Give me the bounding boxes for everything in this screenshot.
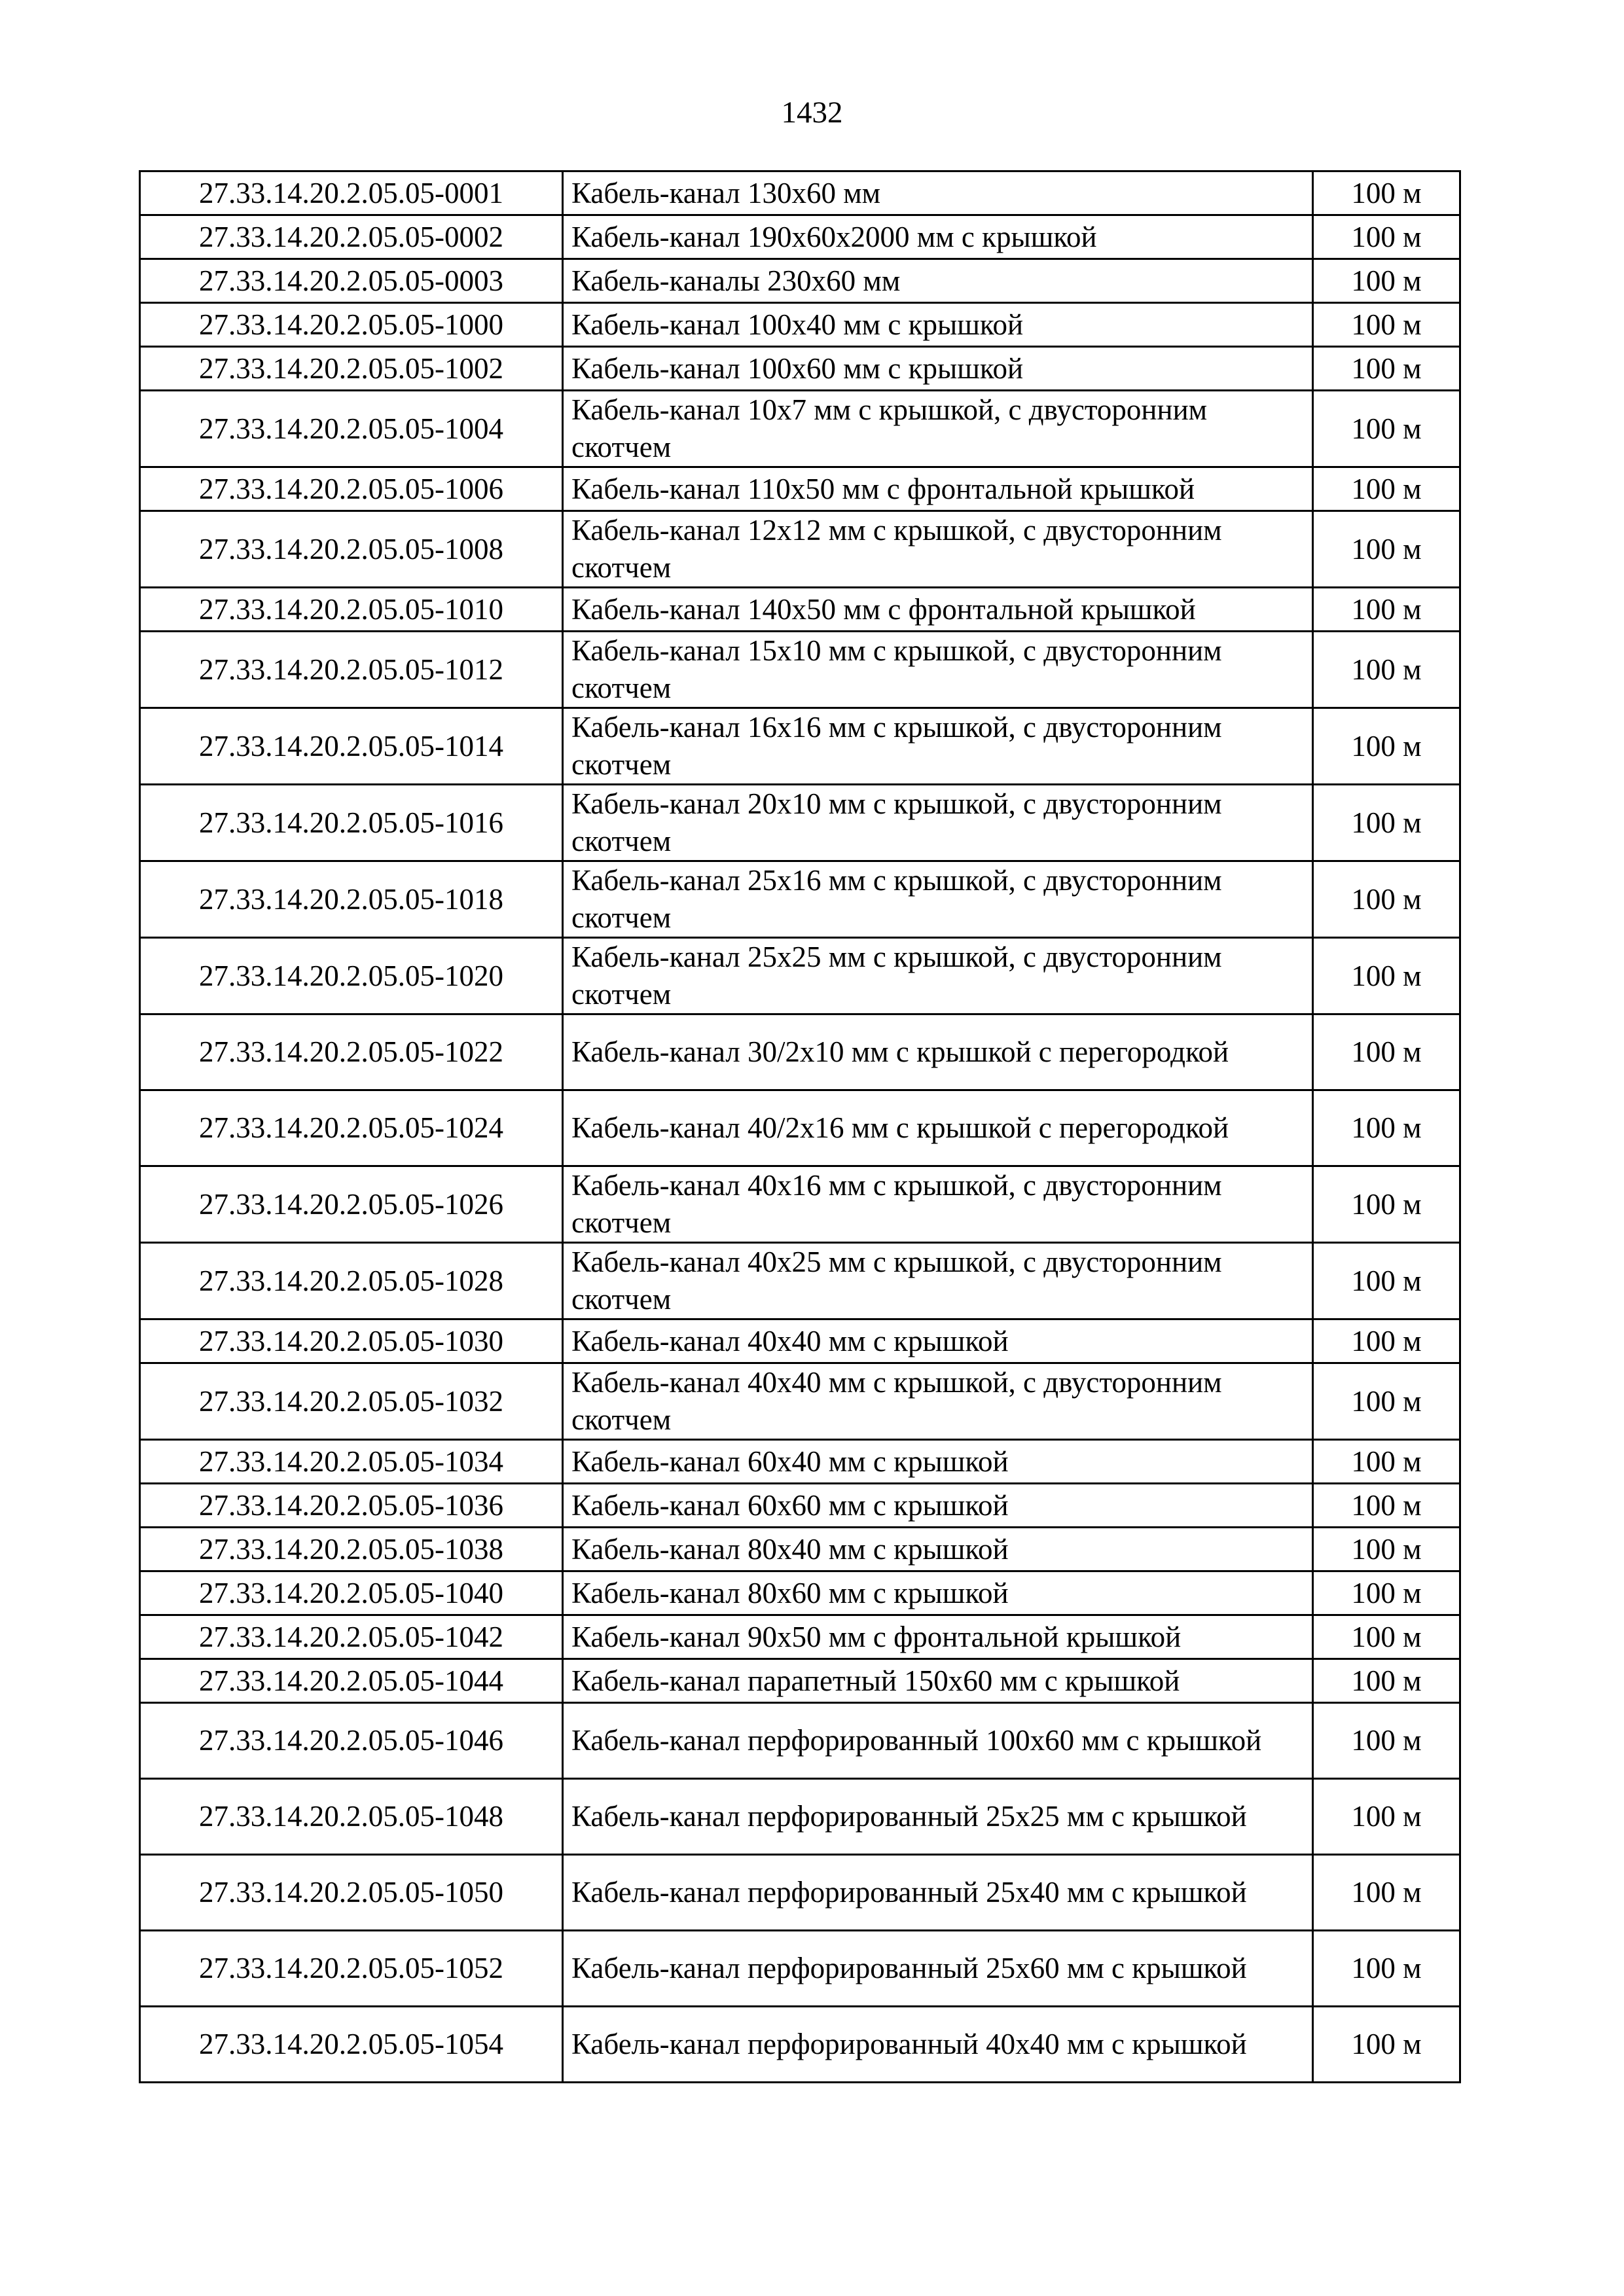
- unit-cell: 100 м: [1313, 785, 1460, 861]
- unit-cell: 100 м: [1313, 1703, 1460, 1779]
- resource-table: [139, 170, 1461, 2083]
- name-cell: Кабель-канал 40х16 мм с крышкой, с двусторонним скотчем: [563, 1166, 1313, 1243]
- code-cell: 27.33.14.20.2.05.05-1004: [140, 391, 563, 467]
- code-cell: 27.33.14.20.2.05.05-0003: [140, 259, 563, 303]
- unit-cell: 100 м: [1313, 1571, 1460, 1615]
- table-row: [140, 1440, 1460, 1484]
- name-cell: Кабель-канал 16х16 мм с крышкой, с двусторонним скотчем: [563, 708, 1313, 785]
- name-cell: Кабель-канал 40/2х16 мм с крышкой с перегородкой: [563, 1090, 1313, 1166]
- unit-cell: 100 м: [1313, 171, 1460, 215]
- name-cell: Кабель-канал 30/2х10 мм с крышкой с перегородкой: [563, 1014, 1313, 1090]
- table-row: [140, 938, 1460, 1014]
- code-cell: 27.33.14.20.2.05.05-1012: [140, 632, 563, 708]
- unit-cell: 100 м: [1313, 1319, 1460, 1363]
- unit-cell: 100 м: [1313, 588, 1460, 632]
- code-cell: 27.33.14.20.2.05.05-1034: [140, 1440, 563, 1484]
- name-cell: Кабель-канал 100х40 мм с крышкой: [563, 303, 1313, 347]
- unit-cell: 100 м: [1313, 1931, 1460, 2007]
- name-cell: Кабель-канал перфорированный 25х40 мм с крышкой: [563, 1855, 1313, 1931]
- name-cell: Кабель-канал 15х10 мм с крышкой, с двусторонним скотчем: [563, 632, 1313, 708]
- code-cell: 27.33.14.20.2.05.05-1014: [140, 708, 563, 785]
- code-cell: 27.33.14.20.2.05.05-1022: [140, 1014, 563, 1090]
- table-row: [140, 1528, 1460, 1571]
- unit-cell: 100 м: [1313, 1615, 1460, 1659]
- code-cell: 27.33.14.20.2.05.05-1044: [140, 1659, 563, 1703]
- code-cell: 27.33.14.20.2.05.05-1036: [140, 1484, 563, 1528]
- code-cell: 27.33.14.20.2.05.05-0001: [140, 171, 563, 215]
- unit-cell: 100 м: [1313, 1243, 1460, 1319]
- table-row: [140, 303, 1460, 347]
- unit-cell: 100 м: [1313, 1166, 1460, 1243]
- code-cell: 27.33.14.20.2.05.05-1050: [140, 1855, 563, 1931]
- unit-cell: 100 м: [1313, 1779, 1460, 1855]
- code-cell: 27.33.14.20.2.05.05-1052: [140, 1931, 563, 2007]
- table-row: [140, 2007, 1460, 2083]
- unit-cell: 100 м: [1313, 391, 1460, 467]
- table-row: [140, 785, 1460, 861]
- unit-cell: 100 м: [1313, 1440, 1460, 1484]
- name-cell: Кабель-канал 190х60х2000 мм с крышкой: [563, 215, 1313, 259]
- table-row: [140, 1571, 1460, 1615]
- code-cell: 27.33.14.20.2.05.05-1020: [140, 938, 563, 1014]
- table-row: [140, 1855, 1460, 1931]
- page-number: 1432: [781, 96, 843, 130]
- name-cell: Кабель-канал 110х50 мм с фронтальной крышкой: [563, 467, 1313, 511]
- table-row: [140, 259, 1460, 303]
- unit-cell: 100 м: [1313, 259, 1460, 303]
- table-row: [140, 1779, 1460, 1855]
- table-row: [140, 1014, 1460, 1090]
- name-cell: Кабель-канал перфорированный 40х40 мм с крышкой: [563, 2007, 1313, 2083]
- name-cell: Кабель-канал 60х60 мм с крышкой: [563, 1484, 1313, 1528]
- name-cell: Кабель-канал 60х40 мм с крышкой: [563, 1440, 1313, 1484]
- code-cell: 27.33.14.20.2.05.05-1030: [140, 1319, 563, 1363]
- table-row: [140, 467, 1460, 511]
- name-cell: Кабель-канал 40х40 мм с крышкой, с двусторонним скотчем: [563, 1363, 1313, 1440]
- name-cell: Кабель-каналы 230х60 мм: [563, 259, 1313, 303]
- code-cell: 27.33.14.20.2.05.05-1054: [140, 2007, 563, 2083]
- code-cell: 27.33.14.20.2.05.05-1018: [140, 861, 563, 938]
- name-cell: Кабель-канал 12х12 мм с крышкой, с двусторонним скотчем: [563, 511, 1313, 588]
- code-cell: 27.33.14.20.2.05.05-1006: [140, 467, 563, 511]
- unit-cell: 100 м: [1313, 215, 1460, 259]
- code-cell: 27.33.14.20.2.05.05-1028: [140, 1243, 563, 1319]
- unit-cell: 100 м: [1313, 632, 1460, 708]
- name-cell: Кабель-канал 10х7 мм с крышкой, с двусторонним скотчем: [563, 391, 1313, 467]
- code-cell: 27.33.14.20.2.05.05-0002: [140, 215, 563, 259]
- name-cell: Кабель-канал 80х60 мм с крышкой: [563, 1571, 1313, 1615]
- name-cell: Кабель-канал 20х10 мм с крышкой, с двусторонним скотчем: [563, 785, 1313, 861]
- name-cell: Кабель-канал 140х50 мм с фронтальной крышкой: [563, 588, 1313, 632]
- table-row: [140, 1703, 1460, 1779]
- unit-cell: 100 м: [1313, 861, 1460, 938]
- unit-cell: 100 м: [1313, 511, 1460, 588]
- unit-cell: 100 м: [1313, 708, 1460, 785]
- code-cell: 27.33.14.20.2.05.05-1042: [140, 1615, 563, 1659]
- name-cell: Кабель-канал 25х25 мм с крышкой, с двусторонним скотчем: [563, 938, 1313, 1014]
- unit-cell: 100 м: [1313, 1014, 1460, 1090]
- code-cell: 27.33.14.20.2.05.05-1032: [140, 1363, 563, 1440]
- unit-cell: 100 м: [1313, 347, 1460, 391]
- unit-cell: 100 м: [1313, 938, 1460, 1014]
- table-row: [140, 632, 1460, 708]
- code-cell: 27.33.14.20.2.05.05-1046: [140, 1703, 563, 1779]
- table-row: [140, 1484, 1460, 1528]
- code-cell: 27.33.14.20.2.05.05-1016: [140, 785, 563, 861]
- unit-cell: 100 м: [1313, 2007, 1460, 2083]
- table-row: [140, 1659, 1460, 1703]
- table-row: [140, 861, 1460, 938]
- code-cell: 27.33.14.20.2.05.05-1048: [140, 1779, 563, 1855]
- name-cell: Кабель-канал 40х40 мм с крышкой: [563, 1319, 1313, 1363]
- table-row: [140, 1363, 1460, 1440]
- table-row: [140, 171, 1460, 215]
- table-row: [140, 391, 1460, 467]
- code-cell: 27.33.14.20.2.05.05-1000: [140, 303, 563, 347]
- unit-cell: 100 м: [1313, 1363, 1460, 1440]
- unit-cell: 100 м: [1313, 1855, 1460, 1931]
- name-cell: Кабель-канал 130х60 мм: [563, 171, 1313, 215]
- table-row: [140, 588, 1460, 632]
- unit-cell: 100 м: [1313, 1659, 1460, 1703]
- name-cell: Кабель-канал перфорированный 25х25 мм с крышкой: [563, 1779, 1313, 1855]
- name-cell: Кабель-канал перфорированный 25х60 мм с крышкой: [563, 1931, 1313, 2007]
- name-cell: Кабель-канал 90х50 мм с фронтальной крышкой: [563, 1615, 1313, 1659]
- table-row: [140, 511, 1460, 588]
- table-row: [140, 1931, 1460, 2007]
- table-row: [140, 1166, 1460, 1243]
- name-cell: Кабель-канал парапетный 150х60 мм с крышкой: [563, 1659, 1313, 1703]
- table-body: [140, 171, 1460, 2083]
- table-row: [140, 1615, 1460, 1659]
- table-row: [140, 708, 1460, 785]
- unit-cell: 100 м: [1313, 1484, 1460, 1528]
- code-cell: 27.33.14.20.2.05.05-1026: [140, 1166, 563, 1243]
- code-cell: 27.33.14.20.2.05.05-1002: [140, 347, 563, 391]
- table-row: [140, 215, 1460, 259]
- name-cell: Кабель-канал 80х40 мм с крышкой: [563, 1528, 1313, 1571]
- table-row: [140, 1319, 1460, 1363]
- code-cell: 27.33.14.20.2.05.05-1024: [140, 1090, 563, 1166]
- table-row: [140, 347, 1460, 391]
- unit-cell: 100 м: [1313, 467, 1460, 511]
- name-cell: Кабель-канал 100х60 мм с крышкой: [563, 347, 1313, 391]
- unit-cell: 100 м: [1313, 303, 1460, 347]
- unit-cell: 100 м: [1313, 1090, 1460, 1166]
- code-cell: 27.33.14.20.2.05.05-1008: [140, 511, 563, 588]
- table-row: [140, 1243, 1460, 1319]
- table-row: [140, 1090, 1460, 1166]
- code-cell: 27.33.14.20.2.05.05-1038: [140, 1528, 563, 1571]
- name-cell: Кабель-канал 40х25 мм с крышкой, с двусторонним скотчем: [563, 1243, 1313, 1319]
- name-cell: Кабель-канал перфорированный 100х60 мм с крышкой: [563, 1703, 1313, 1779]
- code-cell: 27.33.14.20.2.05.05-1010: [140, 588, 563, 632]
- name-cell: Кабель-канал 25х16 мм с крышкой, с двусторонним скотчем: [563, 861, 1313, 938]
- code-cell: 27.33.14.20.2.05.05-1040: [140, 1571, 563, 1615]
- unit-cell: 100 м: [1313, 1528, 1460, 1571]
